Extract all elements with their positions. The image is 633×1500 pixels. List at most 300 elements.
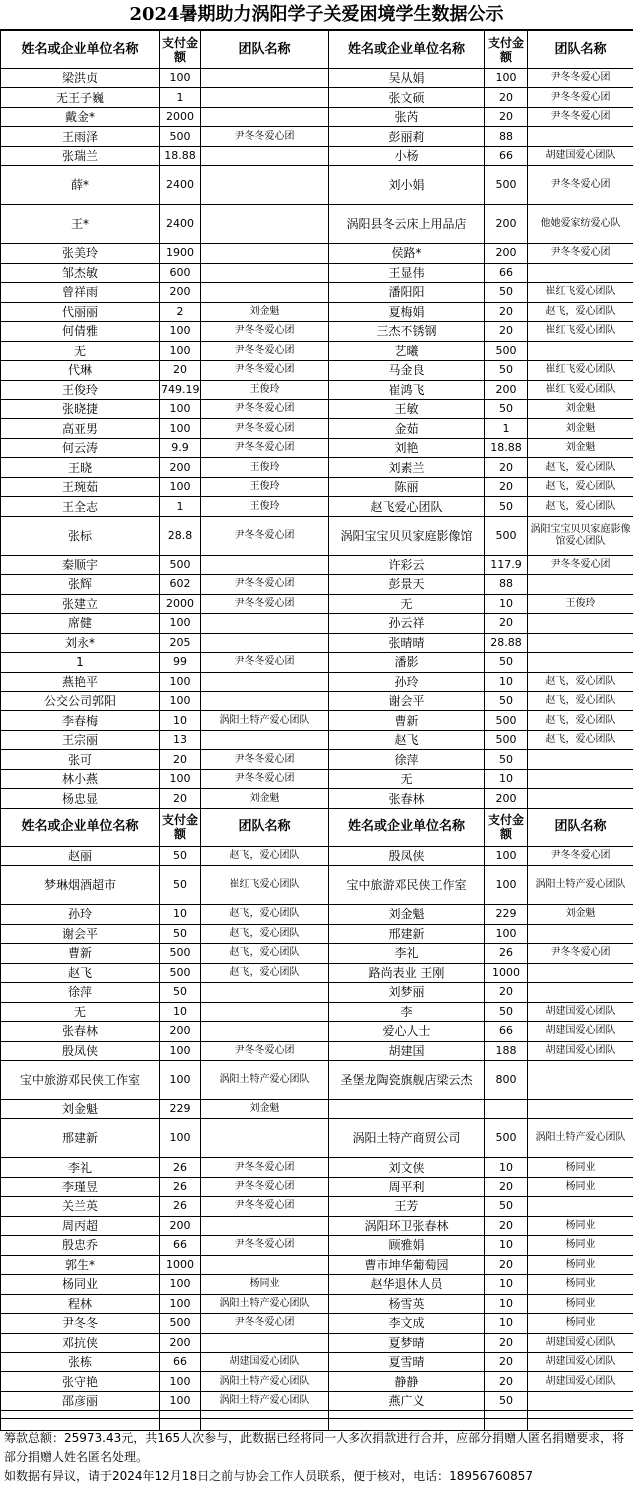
team-name <box>201 1002 329 1021</box>
amount-header: 支付金额 <box>160 31 201 69</box>
donor-name: 何倩雅 <box>1 322 160 341</box>
team-name: 尹冬冬爱心团 <box>201 419 329 438</box>
donor-name: 夏雪晴 <box>329 1353 485 1372</box>
donor-name: 赵飞爱心团队 <box>329 497 485 516</box>
table-row <box>1 166 633 205</box>
donation-amount: 205 <box>160 633 201 652</box>
donor-name: 李礼 <box>329 944 485 963</box>
team-name: 崔红飞爱心团队 <box>528 380 633 399</box>
donor-name: 代丽丽 <box>1 302 160 321</box>
donation-amount: 1000 <box>485 963 528 982</box>
donor-header: 姓名或企业单位名称 <box>1 31 160 69</box>
donor-name: 王晓 <box>1 458 160 477</box>
donor-name: 张可 <box>1 750 160 769</box>
donor-name: 张瑞兰 <box>1 146 160 165</box>
donor-name: 张文硕 <box>329 88 485 107</box>
table-row <box>1 1197 633 1216</box>
donation-amount: 100 <box>485 924 528 943</box>
donation-amount: 100 <box>160 1119 201 1158</box>
team-name <box>201 633 329 652</box>
team-name: 尹冬冬爱心团 <box>201 1236 329 1255</box>
team-name <box>201 1119 329 1158</box>
donation-amount: 20 <box>485 1333 528 1352</box>
donor-name: 赵华退休人员 <box>329 1275 485 1294</box>
table-row <box>1 1158 633 1177</box>
donation-amount: 200 <box>485 789 528 808</box>
table-row <box>1 1022 633 1041</box>
donation-amount: 66 <box>485 263 528 282</box>
donor-name: 无 <box>1 341 160 360</box>
table-row <box>1 1353 633 1372</box>
team-name: 赵飞，爱心团队 <box>201 963 329 982</box>
donor-name: 殷凤侠 <box>1 1041 160 1060</box>
donor-name: 杨同业 <box>1 1275 160 1294</box>
table-row <box>1 1372 633 1391</box>
donation-amount: 50 <box>160 983 201 1002</box>
donor-name: 孙玲 <box>329 672 485 691</box>
donation-amount: 50 <box>160 924 201 943</box>
donor-name: 张晓捷 <box>1 399 160 418</box>
donor-name: 张春林 <box>1 1022 160 1041</box>
donor-name: 邢建新 <box>1 1119 160 1158</box>
team-name: 尹冬冬爱心团 <box>201 322 329 341</box>
team-name: 尹冬冬爱心团 <box>528 88 633 107</box>
table-row <box>1 1099 633 1118</box>
donation-amount: 50 <box>160 866 201 905</box>
team-header: 团队名称 <box>201 808 329 846</box>
table-row <box>1 477 633 496</box>
donation-amount: 1 <box>485 419 528 438</box>
donation-amount: 200 <box>485 244 528 263</box>
team-name: 尹冬冬爱心团 <box>201 653 329 672</box>
donor-name: 殷凤侠 <box>329 846 485 865</box>
donor-name: 杨雪英 <box>329 1294 485 1313</box>
table-row <box>1 983 633 1002</box>
donor-name: 胡建国 <box>329 1041 485 1060</box>
donation-amount: 200 <box>160 1216 201 1235</box>
team-name: 尹冬冬爱心团 <box>201 1041 329 1060</box>
table-row <box>1 750 633 769</box>
donor-name: 涡阳县冬云床上用品店 <box>329 205 485 244</box>
team-name: 尹冬冬爱心团 <box>528 944 633 963</box>
donation-amount: 50 <box>160 846 201 865</box>
donation-amount: 117.9 <box>485 555 528 574</box>
donation-amount: 100 <box>160 322 201 341</box>
table-row <box>1 1255 633 1274</box>
donor-name: 三杰不锈钢 <box>329 322 485 341</box>
team-name: 王俊玲 <box>201 497 329 516</box>
donor-name: 无 <box>329 769 485 788</box>
donor-name: 周丙超 <box>1 1216 160 1235</box>
team-name: 杨同业 <box>528 1158 633 1177</box>
team-name <box>201 107 329 126</box>
team-name: 他她爱家纺爱心队 <box>528 205 633 244</box>
table-row <box>1 555 633 574</box>
table-row <box>1 438 633 457</box>
table-row <box>1 69 633 88</box>
donation-amount: 26 <box>160 1158 201 1177</box>
table-row <box>1 614 633 633</box>
donation-amount: 50 <box>485 497 528 516</box>
donation-amount: 20 <box>485 322 528 341</box>
table-row <box>1 1041 633 1060</box>
footer-contact: 如数据有异议，请于2024年12月18日之前与协会工作人员联系，便于核对，电话：18956760857 <box>4 1469 534 1483</box>
table-row <box>1 380 633 399</box>
amount-header: 支付金额 <box>485 31 528 69</box>
donor-name: 王芳 <box>329 1197 485 1216</box>
team-name <box>201 614 329 633</box>
table-row <box>1 341 633 360</box>
donation-amount: 100 <box>160 419 201 438</box>
team-name: 涡阳宝宝贝贝家庭影像馆爱心团队 <box>528 516 633 555</box>
team-name <box>201 205 329 244</box>
team-name: 赵飞，爱心团队 <box>528 477 633 496</box>
donor-name: 杨忠显 <box>1 789 160 808</box>
donation-amount: 2400 <box>160 166 201 205</box>
donor-name: 夏梦晴 <box>329 1333 485 1352</box>
team-name <box>528 750 633 769</box>
donation-amount: 749.19 <box>160 380 201 399</box>
donation-amount: 10 <box>485 1275 528 1294</box>
donor-name: 刘艳 <box>329 438 485 457</box>
donor-name: 张建立 <box>1 594 160 613</box>
donation-amount: 20 <box>485 107 528 126</box>
donation-amount: 229 <box>485 905 528 924</box>
table-row <box>1 244 633 263</box>
donation-amount: 50 <box>485 692 528 711</box>
team-name: 赵飞，爱心团队 <box>528 672 633 691</box>
table-row <box>1 322 633 341</box>
donor-name: 马金良 <box>329 361 485 380</box>
donation-amount: 10 <box>160 905 201 924</box>
donor-name: 张栋 <box>1 1353 160 1372</box>
donor-name: 潘影 <box>329 653 485 672</box>
table-row <box>1 1391 633 1410</box>
donor-name: 张标 <box>1 516 160 555</box>
team-name: 赵飞，爱心团队 <box>528 730 633 749</box>
team-name: 涡阳土特产爱心团队 <box>201 1391 329 1410</box>
donor-name: 王敏 <box>329 399 485 418</box>
team-name <box>201 244 329 263</box>
footer-summary: 筹款总额：25973.43元，共165人次参与，此数据已经将同一人多次捐款进行合并，应部分捐赠人匿名捐赠要求，将部分捐赠人姓名匿名处理。 <box>4 1431 625 1464</box>
donor-name: 刘永* <box>1 633 160 652</box>
donor-name: 王宗丽 <box>1 730 160 749</box>
donor-name: 1 <box>1 653 160 672</box>
donor-name: 许彩云 <box>329 555 485 574</box>
donor-name: 彭景天 <box>329 575 485 594</box>
donor-name: 艺曦 <box>329 341 485 360</box>
table-row <box>1 263 633 282</box>
team-name <box>528 1197 633 1216</box>
donor-name: 爱心人士 <box>329 1022 485 1041</box>
donor-name: 梁洪贞 <box>1 69 160 88</box>
team-name: 涡阳土特产爱心团队 <box>201 711 329 730</box>
donation-amount: 20 <box>160 789 201 808</box>
donor-name: 李瑾昱 <box>1 1177 160 1196</box>
donation-amount: 500 <box>485 1119 528 1158</box>
team-name: 尹冬冬爱心团 <box>201 1314 329 1333</box>
team-name: 尹冬冬爱心团 <box>201 1177 329 1196</box>
team-name: 胡建国爱心团队 <box>528 146 633 165</box>
donation-amount: 100 <box>160 1294 201 1313</box>
donor-name: 涡阳宝宝贝贝家庭影像馆 <box>329 516 485 555</box>
team-name: 杨同业 <box>528 1216 633 1235</box>
team-name <box>528 127 633 146</box>
donor-name: 李礼 <box>1 1158 160 1177</box>
table-row <box>1 789 633 808</box>
team-name <box>201 983 329 1002</box>
table-row <box>1 633 633 652</box>
team-name: 赵飞，爱心团队 <box>528 497 633 516</box>
table-row <box>1 692 633 711</box>
donor-name: 王俊玲 <box>1 380 160 399</box>
donation-amount: 18.88 <box>160 146 201 165</box>
footer-note <box>0 1418 633 1500</box>
donor-name: 燕艳平 <box>1 672 160 691</box>
donor-name: 何云涛 <box>1 438 160 457</box>
team-name: 尹冬冬爱心团 <box>528 107 633 126</box>
donor-header: 姓名或企业单位名称 <box>329 808 485 846</box>
team-name: 尹冬冬爱心团 <box>201 438 329 457</box>
donation-amount: 50 <box>485 1197 528 1216</box>
team-name: 尹冬冬爱心团 <box>201 127 329 146</box>
donor-header: 姓名或企业单位名称 <box>329 31 485 69</box>
donation-amount: 20 <box>485 1177 528 1196</box>
donation-amount: 2400 <box>160 205 201 244</box>
donation-amount: 10 <box>485 1314 528 1333</box>
team-name: 涡阳土特产爱心团队 <box>201 1372 329 1391</box>
donor-name: 侯路* <box>329 244 485 263</box>
donor-name: 秦顺宇 <box>1 555 160 574</box>
team-name: 尹冬冬爱心团 <box>201 1197 329 1216</box>
team-name: 尹冬冬爱心团 <box>201 769 329 788</box>
team-header: 团队名称 <box>201 31 329 69</box>
donor-name: 金茹 <box>329 419 485 438</box>
donor-name: 无 <box>1 1002 160 1021</box>
donation-amount: 100 <box>160 672 201 691</box>
donor-name: 徐萍 <box>329 750 485 769</box>
team-name: 崔红飞爱心团队 <box>201 866 329 905</box>
donation-amount: 229 <box>160 1099 201 1118</box>
team-name: 胡建国爱心团队 <box>201 1353 329 1372</box>
donation-amount: 500 <box>485 730 528 749</box>
donor-name: 张美玲 <box>1 244 160 263</box>
table-row <box>1 963 633 982</box>
donation-amount: 88 <box>485 575 528 594</box>
team-name: 刘金魁 <box>201 1099 329 1118</box>
donor-name: 燕广义 <box>329 1391 485 1410</box>
team-name: 杨同业 <box>528 1255 633 1274</box>
team-name: 刘金魁 <box>201 789 329 808</box>
donation-amount: 20 <box>485 1255 528 1274</box>
donor-name: 无 <box>329 594 485 613</box>
donation-amount: 602 <box>160 575 201 594</box>
donation-amount: 10 <box>485 1294 528 1313</box>
team-name: 王俊玲 <box>201 477 329 496</box>
team-name: 赵飞，爱心团队 <box>201 846 329 865</box>
donation-amount: 50 <box>485 750 528 769</box>
table-row <box>1 846 633 865</box>
table-row <box>1 1314 633 1333</box>
donation-amount: 50 <box>485 1002 528 1021</box>
donor-name: 静静 <box>329 1372 485 1391</box>
donation-amount: 100 <box>485 69 528 88</box>
donor-name: 孙云祥 <box>329 614 485 633</box>
team-name <box>201 166 329 205</box>
donation-amount: 100 <box>485 846 528 865</box>
team-name: 杨同业 <box>528 1177 633 1196</box>
donor-name: 顾雅娟 <box>329 1236 485 1255</box>
donation-amount: 200 <box>160 1333 201 1352</box>
donation-amount: 26 <box>485 944 528 963</box>
donation-amount: 26 <box>160 1197 201 1216</box>
donation-amount: 26 <box>160 1177 201 1196</box>
donor-name: 张晴晴 <box>329 633 485 652</box>
team-header: 团队名称 <box>528 31 633 69</box>
donor-name: 张守艳 <box>1 1372 160 1391</box>
donor-name: 李文成 <box>329 1314 485 1333</box>
donation-amount: 2000 <box>160 107 201 126</box>
team-name: 刘金魁 <box>528 419 633 438</box>
donation-amount: 50 <box>485 399 528 418</box>
donation-amount: 28.88 <box>485 633 528 652</box>
team-name: 赵飞，爱心团队 <box>201 924 329 943</box>
donation-amount: 10 <box>160 711 201 730</box>
table-row <box>1 1236 633 1255</box>
donation-amount: 66 <box>160 1236 201 1255</box>
donor-name: 刘梦丽 <box>329 983 485 1002</box>
team-name: 杨同业 <box>528 1294 633 1313</box>
donation-amount: 500 <box>160 963 201 982</box>
donor-name: 赵飞 <box>329 730 485 749</box>
donation-amount: 100 <box>160 614 201 633</box>
donation-amount: 50 <box>485 283 528 302</box>
table-row <box>1 1294 633 1313</box>
team-name: 尹冬冬爱心团 <box>201 575 329 594</box>
donation-amount: 500 <box>485 711 528 730</box>
donation-amount: 600 <box>160 263 201 282</box>
table-row <box>1 905 633 924</box>
team-name: 赵飞，爱心团队 <box>528 302 633 321</box>
donor-name: 刘金魁 <box>1 1099 160 1118</box>
donation-amount: 13 <box>160 730 201 749</box>
donor-name: 吴从娟 <box>329 69 485 88</box>
team-name: 胡建国爱心团队 <box>528 1353 633 1372</box>
team-header: 团队名称 <box>528 808 633 846</box>
team-name: 刘金魁 <box>528 399 633 418</box>
team-name: 尹冬冬爱心团 <box>528 555 633 574</box>
donor-name: 尹冬冬 <box>1 1314 160 1333</box>
donation-amount: 66 <box>485 1022 528 1041</box>
team-name <box>201 730 329 749</box>
donation-amount: 66 <box>485 146 528 165</box>
donation-amount: 20 <box>485 1216 528 1235</box>
donor-name: 殷忠乔 <box>1 1236 160 1255</box>
donor-name: 刘金魁 <box>329 905 485 924</box>
team-name <box>528 1391 633 1410</box>
donation-amount: 100 <box>485 866 528 905</box>
donor-name: 谢会平 <box>1 924 160 943</box>
donor-name: 邹杰敏 <box>1 263 160 282</box>
team-name: 杨同业 <box>528 1314 633 1333</box>
team-name: 王俊玲 <box>201 380 329 399</box>
team-name <box>528 1060 633 1099</box>
donation-amount: 10 <box>485 594 528 613</box>
team-name <box>528 963 633 982</box>
donation-amount: 2000 <box>160 594 201 613</box>
donation-amount: 99 <box>160 653 201 672</box>
donor-name: 郭生* <box>1 1255 160 1274</box>
donation-amount: 10 <box>485 769 528 788</box>
donation-amount: 20 <box>485 88 528 107</box>
donation-amount: 50 <box>485 361 528 380</box>
team-name <box>528 614 633 633</box>
donor-name: 赵飞 <box>1 963 160 982</box>
donor-name: 崔鸿飞 <box>329 380 485 399</box>
donor-name: 代琳 <box>1 361 160 380</box>
donation-amount: 500 <box>160 127 201 146</box>
team-name <box>528 924 633 943</box>
donor-name: 李春梅 <box>1 711 160 730</box>
team-name: 尹冬冬爱心团 <box>201 361 329 380</box>
donation-amount: 500 <box>160 944 201 963</box>
donor-name: 张辉 <box>1 575 160 594</box>
donation-amount: 188 <box>485 1041 528 1060</box>
team-name: 尹冬冬爱心团 <box>528 846 633 865</box>
donor-name: 徐萍 <box>1 983 160 1002</box>
donor-name: 路尚表业 王刚 <box>329 963 485 982</box>
donor-name: 王雨泽 <box>1 127 160 146</box>
team-name: 杨同业 <box>528 1236 633 1255</box>
team-name: 赵飞，爱心团队 <box>528 458 633 477</box>
table-row <box>1 399 633 418</box>
donation-amount: 20 <box>485 302 528 321</box>
team-name: 涡阳土特产爱心团队 <box>528 866 633 905</box>
table-row <box>1 88 633 107</box>
donation-amount: 100 <box>160 1041 201 1060</box>
donation-amount: 2 <box>160 302 201 321</box>
table-row <box>1 1333 633 1352</box>
donor-name: 王全志 <box>1 497 160 516</box>
donor-name: 公交公司郭阳 <box>1 692 160 711</box>
table-row <box>1 1002 633 1021</box>
team-name: 尹冬冬爱心团 <box>201 750 329 769</box>
donation-amount: 100 <box>160 692 201 711</box>
team-name <box>528 633 633 652</box>
donation-amount: 100 <box>160 69 201 88</box>
table-row <box>1 1060 633 1099</box>
donation-amount: 20 <box>485 983 528 1002</box>
table-row <box>1 1275 633 1294</box>
team-name: 赵飞，爱心团队 <box>528 692 633 711</box>
donation-amount: 1 <box>160 497 201 516</box>
donation-amount: 500 <box>485 516 528 555</box>
team-name: 杨同业 <box>201 1275 329 1294</box>
donation-amount: 200 <box>485 380 528 399</box>
donor-name: 潘阳阳 <box>329 283 485 302</box>
page-title: 2024暑期助力涡阳学子关爱困境学生数据公示 <box>0 0 633 30</box>
table-row <box>1 672 633 691</box>
donation-amount: 10 <box>160 1002 201 1021</box>
donor-name: 刘素兰 <box>329 458 485 477</box>
table-row <box>1 730 633 749</box>
team-name: 崔红飞爱心团队 <box>528 322 633 341</box>
team-name: 刘金魁 <box>201 302 329 321</box>
donor-name: 梦琳烟酒超市 <box>1 866 160 905</box>
donor-header: 姓名或企业单位名称 <box>1 808 160 846</box>
table-row <box>1 769 633 788</box>
donation-table <box>0 30 633 1431</box>
